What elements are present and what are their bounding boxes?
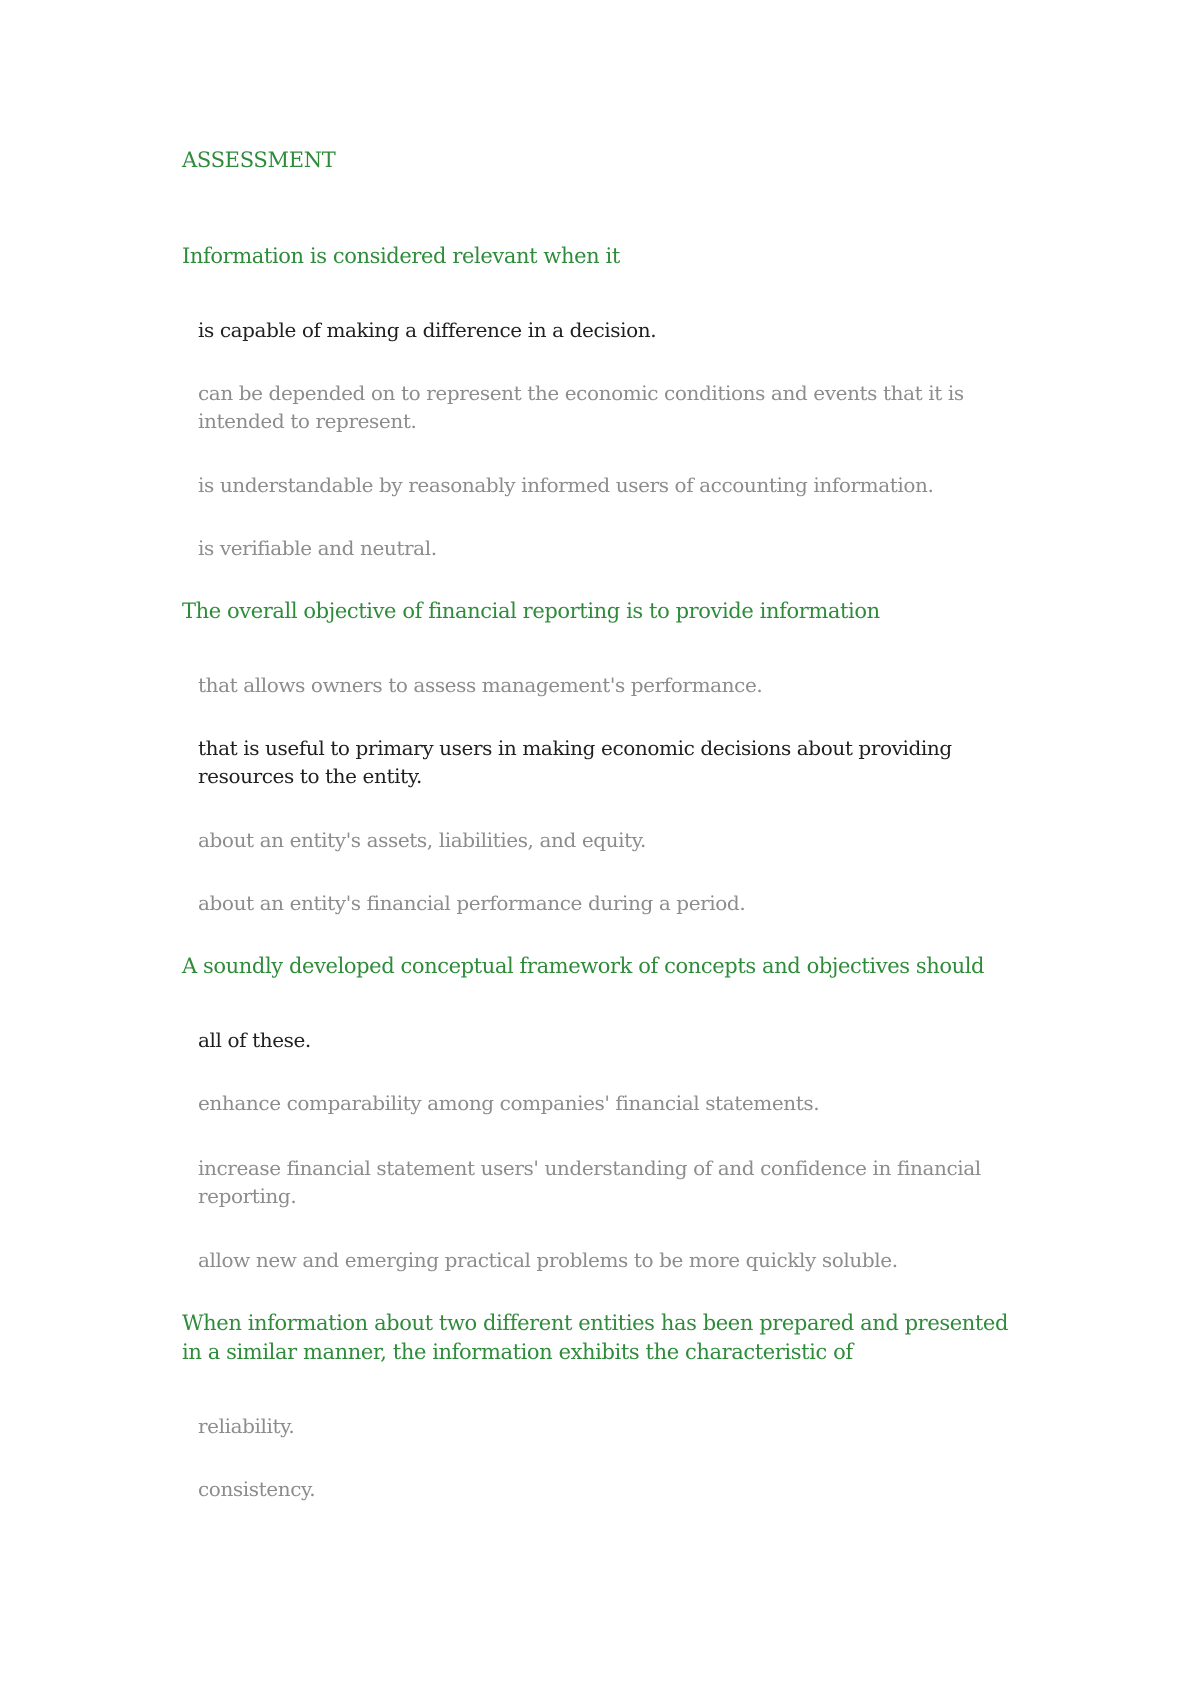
question-3-option-1: all of these. bbox=[198, 1028, 311, 1052]
question-2-option-1: that allows owners to assess management's performance. bbox=[198, 673, 763, 697]
question-4-prompt: When information about two different entities has been prepared and presented in a similar manner, the information exhibits the characteristic of bbox=[182, 1311, 1008, 1364]
question-2-option-3: about an entity's assets, liabilities, and equity. bbox=[198, 828, 646, 852]
question-4-option-1: reliability. bbox=[198, 1414, 295, 1438]
question-1-option-4: is verifiable and neutral. bbox=[198, 536, 437, 560]
question-3-option-2: enhance comparability among companies' financial statements. bbox=[198, 1091, 820, 1115]
question-3-option-3: increase financial statement users' understanding of and confidence in financial reporting. bbox=[198, 1156, 981, 1208]
question-1-prompt: Information is considered relevant when it bbox=[182, 244, 620, 268]
question-3-prompt: A soundly developed conceptual framework of concepts and objectives should bbox=[182, 954, 985, 978]
question-2-option-4: about an entity's financial performance during a period. bbox=[198, 891, 746, 915]
question-2-prompt: The overall objective of financial reporting is to provide information bbox=[182, 599, 880, 623]
question-3-option-4: allow new and emerging practical problems to be more quickly soluble. bbox=[198, 1248, 898, 1272]
question-2-option-2: that is useful to primary users in making economic decisions about providing resources to the entity. bbox=[198, 736, 952, 788]
question-4-option-2: consistency. bbox=[198, 1477, 316, 1501]
page-title: ASSESSMENT bbox=[182, 148, 336, 172]
question-1-option-1: is capable of making a difference in a decision. bbox=[198, 318, 657, 342]
question-1-option-2: can be depended on to represent the economic conditions and events that it is intended to represent. bbox=[198, 381, 964, 433]
question-1-option-3: is understandable by reasonably informed users of accounting information. bbox=[198, 473, 934, 497]
